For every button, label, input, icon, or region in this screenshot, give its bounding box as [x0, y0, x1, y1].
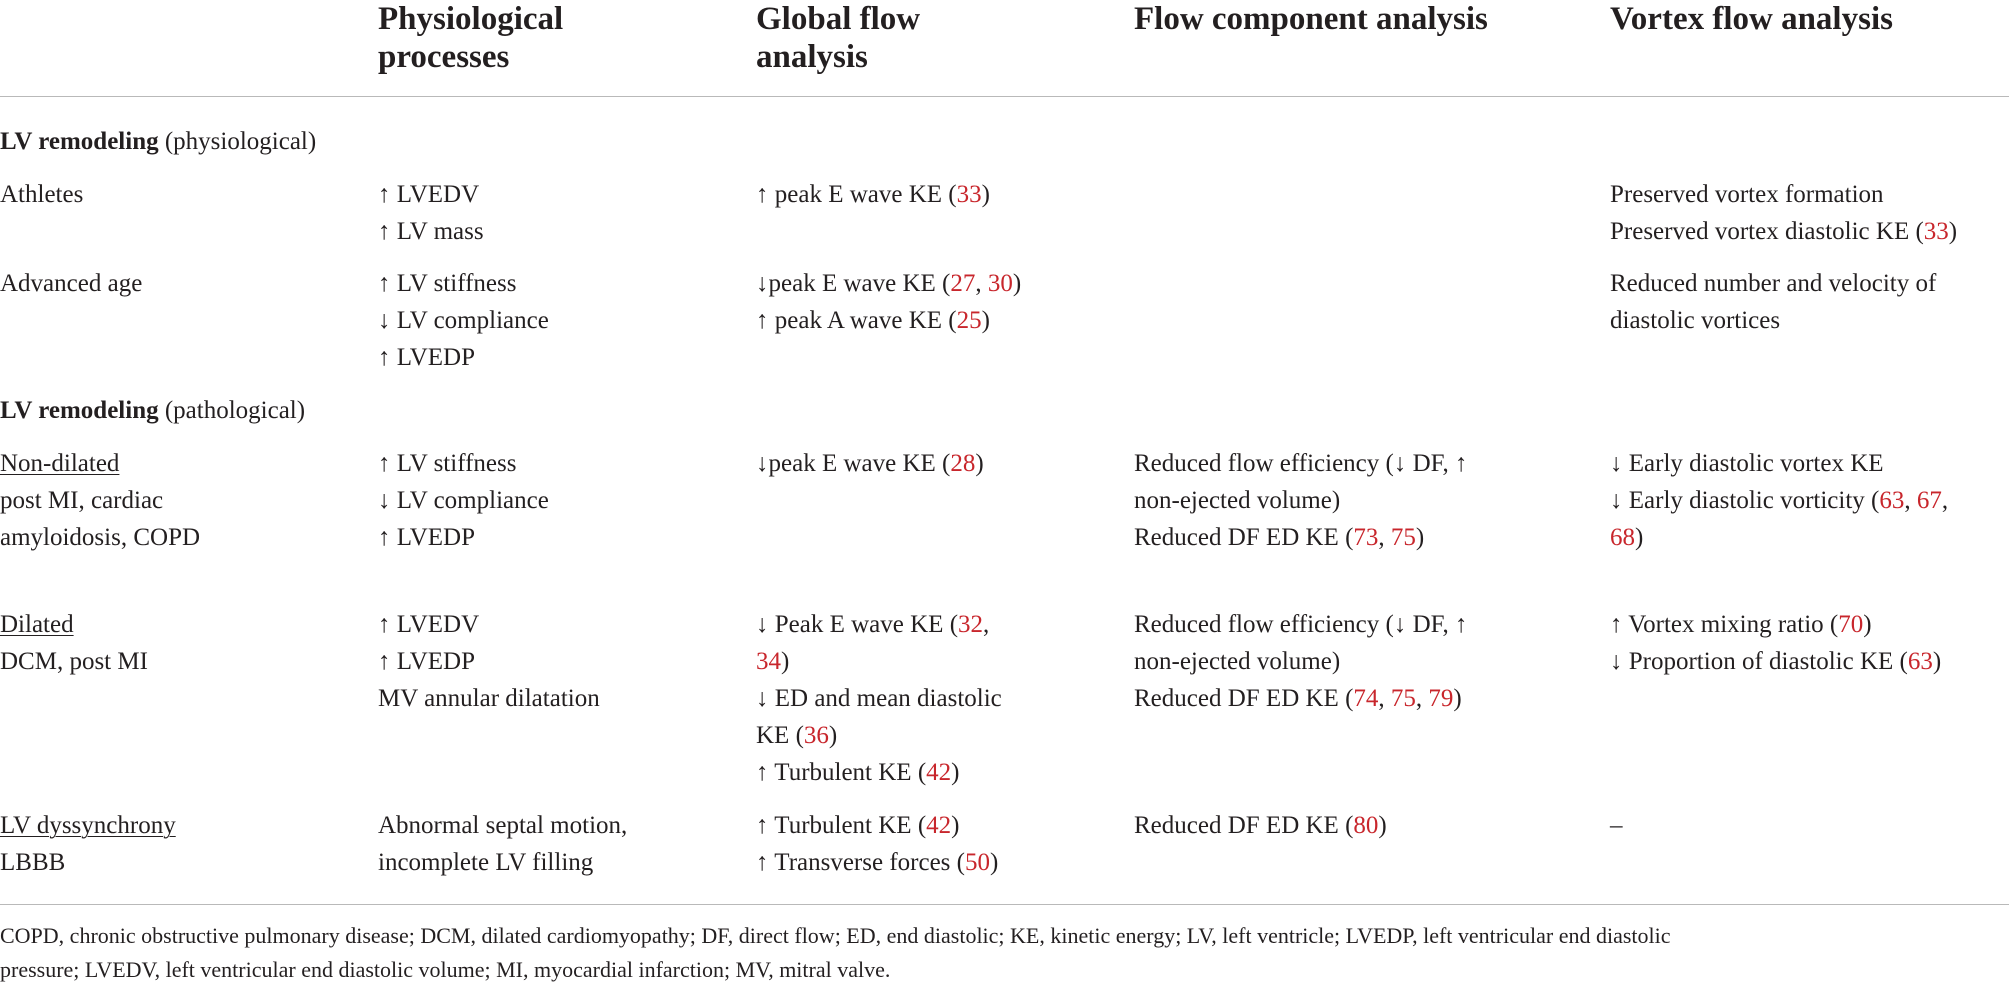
cell-line: ↑ Vortex mixing ratio (70): [1610, 611, 1872, 638]
reference-link[interactable]: 70: [1838, 611, 1864, 638]
cell-line: ↓peak E wave KE (28): [756, 450, 984, 477]
header-line: analysis: [756, 39, 868, 75]
reference-link[interactable]: 80: [1353, 812, 1379, 839]
cell-line: –: [1610, 812, 1623, 839]
cell-line: ↑ LVEDP: [378, 648, 476, 675]
row-nondilated-global: [756, 445, 984, 482]
reference-link[interactable]: 42: [926, 759, 952, 786]
cell-line: ↑ LVEDV: [378, 611, 480, 638]
footer-rule: [0, 904, 2009, 905]
row-nondilated-vortex: [1610, 445, 1948, 556]
cell-line: LBBB: [0, 849, 66, 876]
cell-line: ↑ LVEDP: [378, 524, 476, 551]
reference-link[interactable]: 25: [956, 307, 982, 334]
reference-link[interactable]: 28: [950, 450, 976, 477]
header-line: processes: [378, 39, 510, 75]
cell-line: ↑ Transverse forces (50): [756, 849, 999, 876]
header-flow-component-analysis: Flow component analysis: [1134, 1, 1488, 37]
reference-link[interactable]: 36: [803, 722, 829, 749]
row-athletes-physiological: [378, 176, 484, 250]
section-pathological: [0, 392, 305, 429]
header-global-flow-analysis: [756, 0, 920, 76]
cell-line: Reduced DF ED KE (73, 75): [1134, 524, 1425, 551]
reference-link[interactable]: 33: [1923, 218, 1949, 245]
reference-link[interactable]: 67: [1916, 487, 1942, 514]
condition-title: Dilated: [0, 611, 74, 638]
cell-line: ↑ peak E wave KE (33): [756, 181, 990, 208]
reference-link[interactable]: 50: [964, 849, 990, 876]
row-age-physiological: [378, 265, 549, 376]
reference-link[interactable]: 75: [1390, 685, 1416, 712]
row-athletes-global: [756, 176, 990, 213]
cell-line: ↓ LV compliance: [378, 487, 549, 514]
cell-line: non-ejected volume): [1134, 487, 1341, 514]
footnote-line: pressure; LVEDV, left ventricular end diastolic volume; MI, myocardial infarction; MV, mitral valve.: [0, 957, 891, 982]
cell-line: ↑ Turbulent KE (42): [756, 759, 960, 786]
header-line: Global flow: [756, 1, 921, 37]
cell-line: diastolic vortices: [1610, 307, 1781, 334]
reference-link[interactable]: 68: [1610, 524, 1635, 551]
reference-link[interactable]: 27: [950, 270, 976, 297]
reference-link[interactable]: 42: [926, 812, 952, 839]
cell-line: incomplete LV filling: [378, 849, 594, 876]
header-line: Physiological: [378, 1, 564, 37]
row-age-condition: [0, 265, 142, 302]
cell-line: MV annular dilatation: [378, 685, 600, 712]
row-dyssynchrony-global: [756, 807, 998, 881]
row-dilated-physiological: [378, 606, 600, 717]
cell-line: Reduced flow efficiency (↓ DF, ↑: [1134, 450, 1468, 477]
header-vortex-flow-analysis: Vortex flow analysis: [1610, 1, 1893, 37]
row-dyssynchrony-vortex: [1610, 807, 1623, 844]
header-rule: [0, 96, 2009, 97]
cell-line: Reduced DF ED KE (80): [1134, 812, 1387, 839]
cell-line: ↑ peak A wave KE (25): [756, 307, 990, 334]
row-athletes-vortex: [1610, 176, 1957, 250]
cell-line: ↓ Early diastolic vorticity (63, 67,: [1610, 487, 1949, 514]
row-nondilated-condition: [0, 445, 200, 556]
reference-link[interactable]: 63: [1907, 648, 1933, 675]
cell-line: ↓ Early diastolic vortex KE: [1610, 450, 1884, 477]
row-dyssynchrony-component: [1134, 807, 1387, 844]
reference-link[interactable]: 73: [1353, 524, 1379, 551]
cell-line: post MI, cardiac: [0, 487, 164, 514]
cell-line: ↓ ED and mean diastolic: [756, 685, 1002, 712]
reference-link[interactable]: 75: [1390, 524, 1416, 551]
row-nondilated-component: [1134, 445, 1468, 556]
cell-line: ↓ LV compliance: [378, 307, 549, 334]
cell-line: Abnormal septal motion,: [378, 812, 628, 839]
reference-link[interactable]: 32: [958, 611, 984, 638]
row-dyssynchrony-physiological: [378, 807, 627, 881]
row-nondilated-physiological: [378, 445, 549, 556]
header-physiological-processes: [378, 0, 563, 76]
section-qualifier: (physiological): [158, 128, 317, 155]
condition-detail: [0, 844, 176, 881]
cell-line: ↓ Peak E wave KE (32,: [756, 611, 990, 638]
cell-line: ↓ Proportion of diastolic KE (63): [1610, 648, 1942, 675]
cell-line: ↑ LVEDP: [378, 344, 476, 371]
cell-line: 68): [1610, 524, 1644, 551]
cell-line: Reduced flow efficiency (↓ DF, ↑: [1134, 611, 1468, 638]
cell-line: non-ejected volume): [1134, 648, 1341, 675]
row-dilated-component: [1134, 606, 1468, 717]
cell-line: Athletes: [0, 181, 84, 208]
row-athletes-condition: [0, 176, 83, 213]
cell-line: ↓peak E wave KE (27, 30): [756, 270, 1022, 297]
condition-title: Non-dilated: [0, 450, 120, 477]
section-title: LV remodeling: [0, 128, 159, 155]
reference-link[interactable]: 74: [1353, 685, 1379, 712]
reference-link[interactable]: 33: [956, 181, 982, 208]
cell-line: KE (36): [756, 722, 838, 749]
cell-line: Preserved vortex diastolic KE (33): [1610, 218, 1958, 245]
row-dyssynchrony-condition: [0, 807, 176, 881]
section-qualifier: (pathological): [158, 397, 306, 424]
reference-link[interactable]: 30: [987, 270, 1013, 297]
reference-link[interactable]: 79: [1428, 685, 1454, 712]
cell-line: ↑ LVEDV: [378, 181, 480, 208]
cell-line: Reduced DF ED KE (74, 75, 79): [1134, 685, 1462, 712]
row-age-vortex: [1610, 265, 1936, 339]
cell-line: ↑ LV mass: [378, 218, 484, 245]
cell-line: amyloidosis, COPD: [0, 524, 201, 551]
condition-detail: [0, 482, 200, 556]
cell-line: Reduced number and velocity of: [1610, 270, 1937, 297]
reference-link[interactable]: 63: [1879, 487, 1905, 514]
row-dilated-global: [756, 606, 1002, 791]
section-title: LV remodeling: [0, 397, 159, 424]
condition-title: LV dyssynchrony: [0, 812, 176, 839]
condition-detail: [0, 643, 148, 680]
cell-line: ↑ LV stiffness: [378, 270, 517, 297]
row-dilated-condition: [0, 606, 148, 680]
cell-line: 34): [756, 648, 790, 675]
row-dilated-vortex: [1610, 606, 1941, 680]
cell-line: DCM, post MI: [0, 648, 148, 675]
section-physiological: [0, 123, 316, 160]
row-age-global: [756, 265, 1021, 339]
cell-line: ↑ LV stiffness: [378, 450, 517, 477]
cell-line: Advanced age: [0, 270, 143, 297]
cell-line: ↑ Turbulent KE (42): [756, 812, 960, 839]
reference-link[interactable]: 34: [756, 648, 781, 675]
cell-line: Preserved vortex formation: [1610, 181, 1884, 208]
table-footnote: [0, 919, 2005, 987]
footnote-line: COPD, chronic obstructive pulmonary disease; DCM, dilated cardiomyopathy; DF, direct flow; ED, end diastolic; KE, kinetic energy; LV, left ventricle; LVEDP, left ventricular end diastolic: [0, 923, 1671, 948]
